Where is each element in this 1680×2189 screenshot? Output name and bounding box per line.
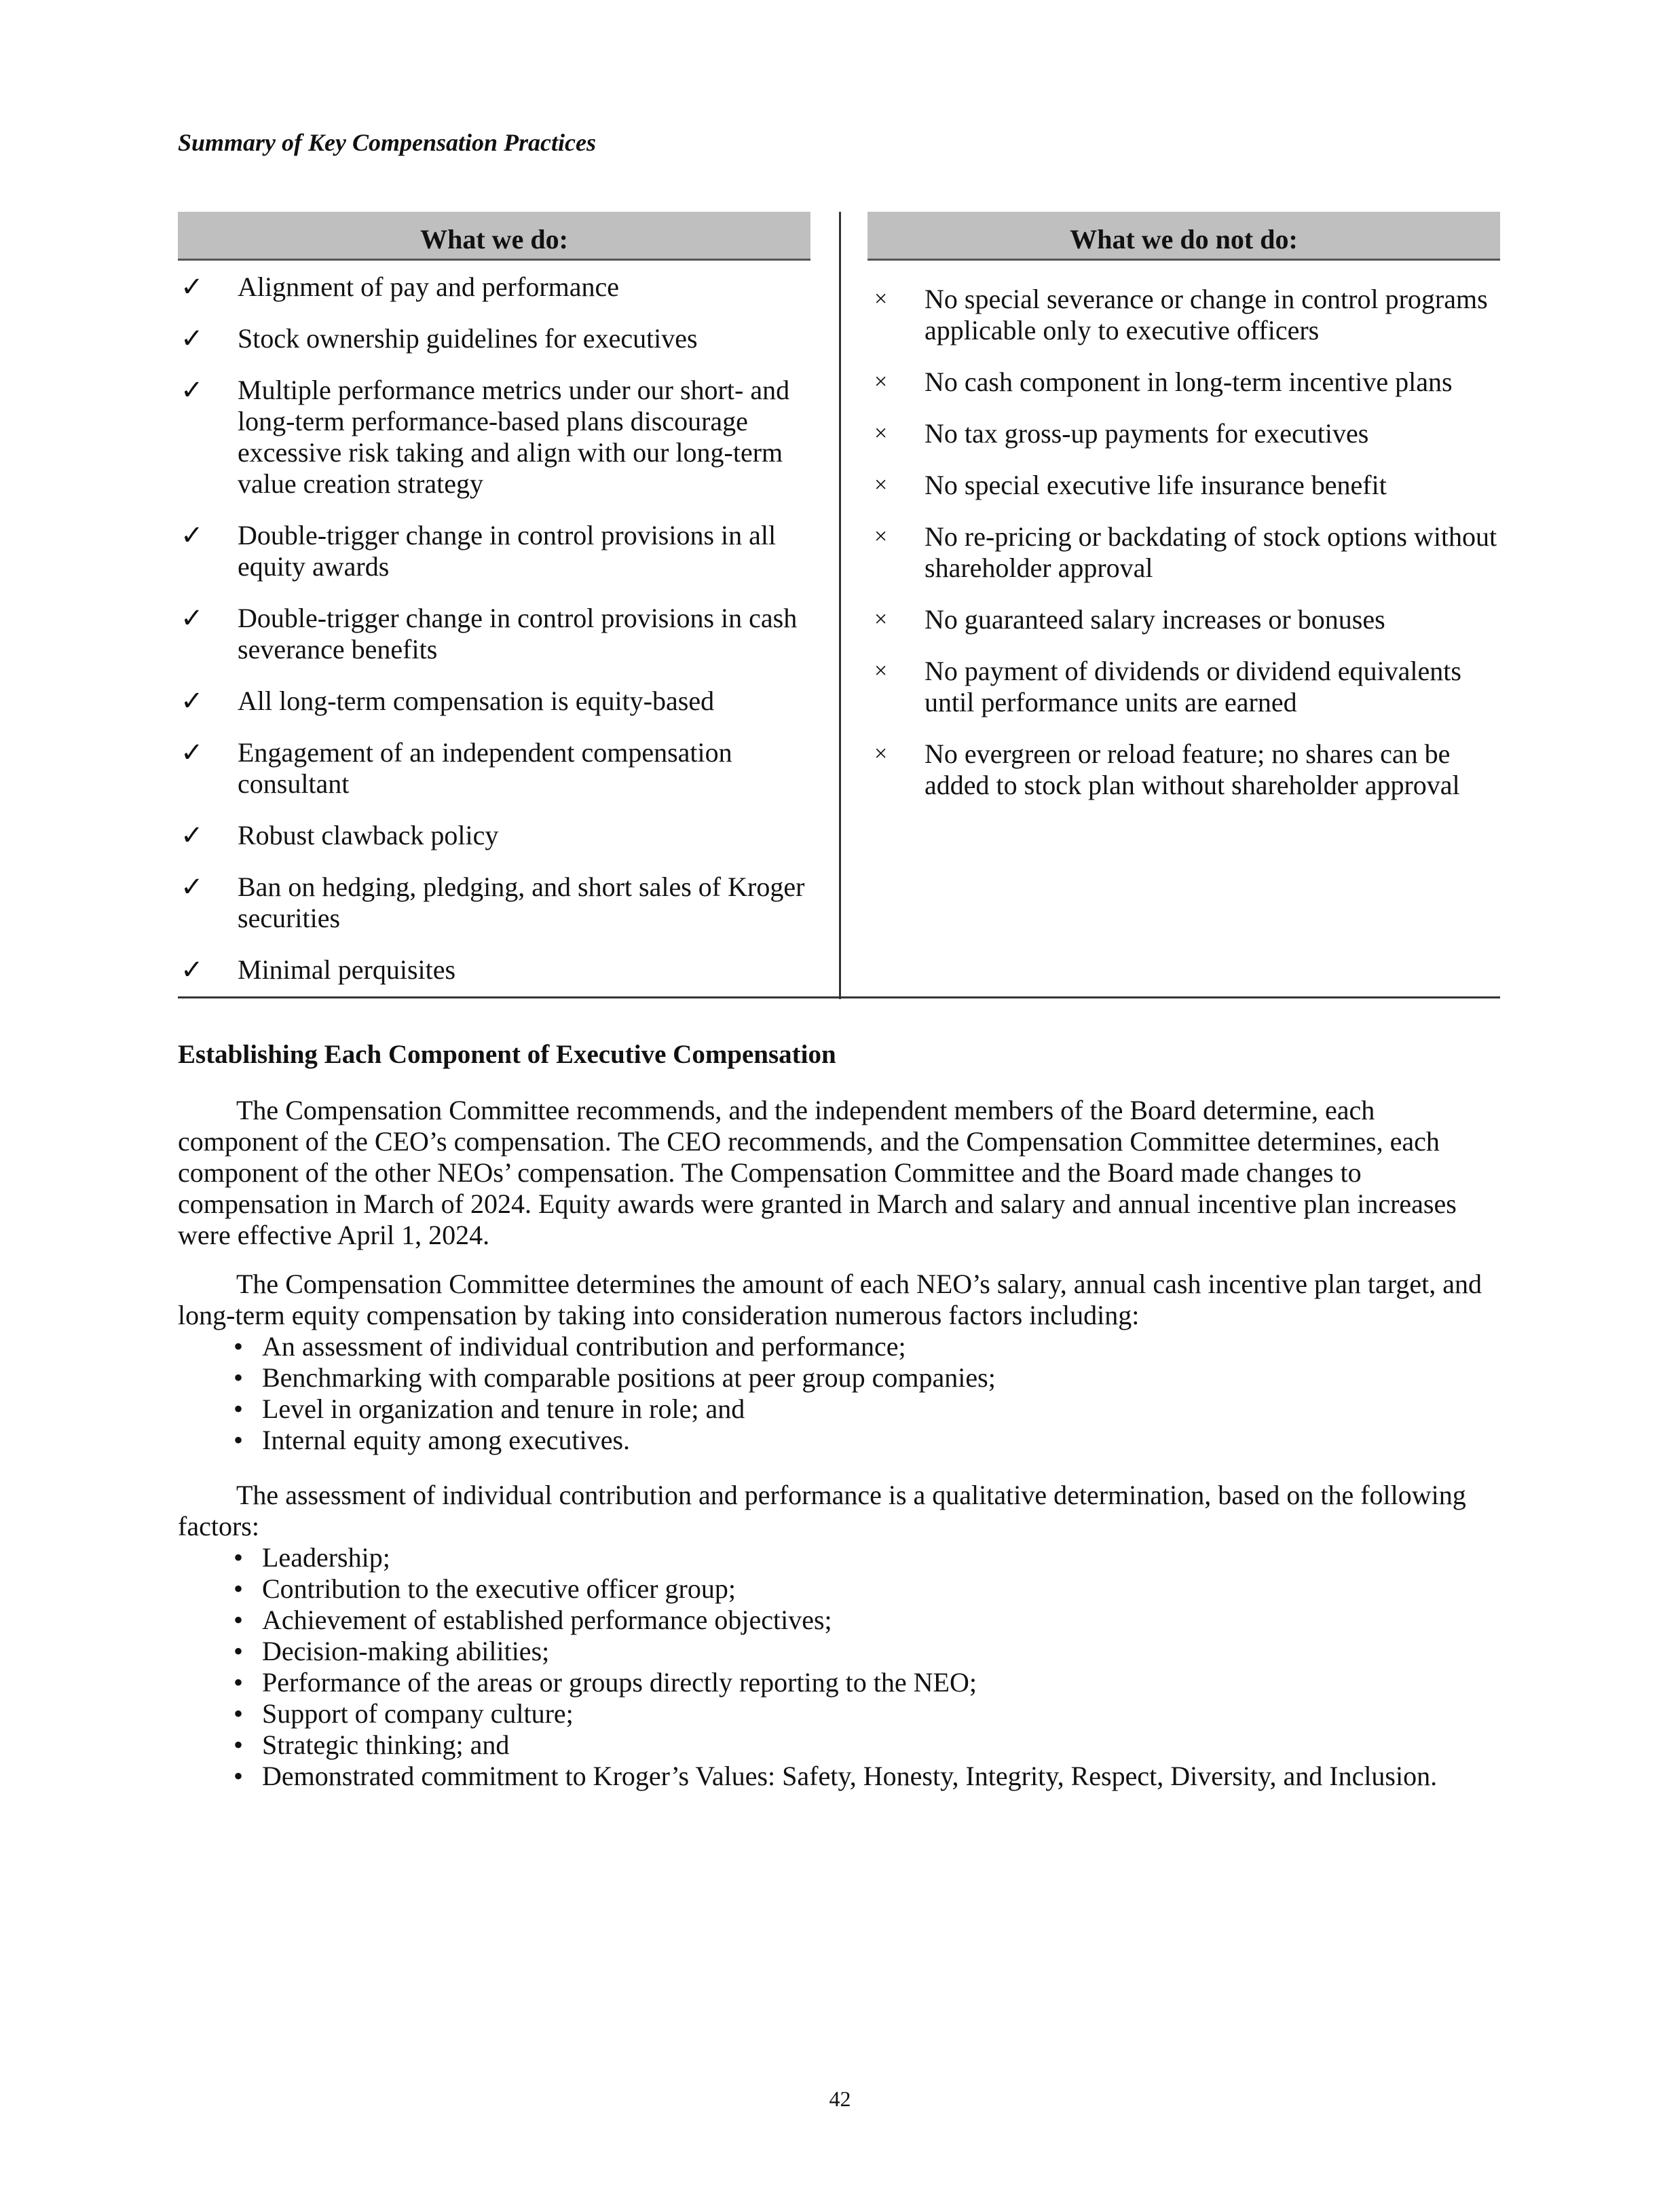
do-item bbox=[178, 520, 809, 582]
assessment-factor-text: Contribution to the executive officer group; bbox=[262, 1573, 736, 1604]
assessment-factor-text: Demonstrated commitment to Kroger’s Values: Safety, Honesty, Integrity, Respect, Diversity, and Inclusion. bbox=[262, 1761, 1438, 1791]
section-heading: Establishing Each Component of Executive Compensation bbox=[178, 1040, 836, 1069]
factors-list bbox=[234, 1331, 1510, 1456]
factor-text: Internal equity among executives. bbox=[262, 1425, 631, 1455]
factor-item bbox=[234, 1331, 1510, 1362]
bullet: • bbox=[234, 1698, 244, 1729]
cross-mark-icon: × bbox=[874, 369, 888, 394]
do-not-item-text: No re-pricing or backdating of stock options without shareholder approval bbox=[925, 521, 1497, 583]
do-item bbox=[178, 603, 809, 665]
assessment-factor-item bbox=[234, 1698, 1510, 1729]
bullet: • bbox=[234, 1729, 244, 1760]
column-divider bbox=[839, 212, 841, 999]
do-not-column-header: What we do not do: bbox=[867, 212, 1500, 261]
check-mark-icon: ✓ bbox=[181, 520, 204, 550]
do-item-text: Multiple performance metrics under our short- and long-term performance-based plans discourage excessive risk taking and align with our long-term value creation strategy bbox=[238, 375, 790, 499]
bullet: • bbox=[234, 1331, 244, 1362]
cross-mark-icon: × bbox=[874, 421, 888, 446]
paragraph-text: The Compensation Committee recommends, and the independent members of the Board determine, each component of the CEO’s compensation. The CEO recommends, and the Compensation Committee determines, each component of the other NEOs’ compensation. The Compensation Committee and the Board made changes to compensation in March of 2024. Equity awards were granted in March and salary and annual incentive plan increases were effective April 1, 2024. bbox=[178, 1095, 1457, 1250]
factor-item bbox=[234, 1393, 1510, 1425]
do-not-item-text: No tax gross-up payments for executives bbox=[925, 418, 1369, 449]
assessment-factor-text: Performance of the areas or groups directly reporting to the NEO; bbox=[262, 1667, 977, 1698]
bullet: • bbox=[234, 1542, 244, 1573]
do-item bbox=[178, 686, 809, 717]
do-item-text: Stock ownership guidelines for executives bbox=[238, 323, 698, 354]
do-not-item bbox=[867, 418, 1500, 449]
paragraph-text: The assessment of individual contribution and performance is a qualitative determination, based on the following factors: bbox=[178, 1480, 1466, 1541]
do-list bbox=[178, 272, 809, 1006]
do-item-text: Minimal perquisites bbox=[238, 954, 456, 985]
assessment-factor-item bbox=[234, 1573, 1510, 1605]
do-item-text: Double-trigger change in control provisions in cash severance benefits bbox=[238, 603, 798, 665]
do-not-item bbox=[867, 656, 1500, 718]
page-number: 42 bbox=[829, 2087, 851, 2111]
factor-text: Level in organization and tenure in role; and bbox=[262, 1393, 745, 1424]
paragraph-text: The Compensation Committee determines the amount of each NEO’s salary, annual cash incentive plan target, and long-term equity compensation by taking into consideration numerous factors including: bbox=[178, 1269, 1482, 1330]
do-not-item-text: No evergreen or reload feature; no shares can be added to stock plan without shareholder approval bbox=[925, 738, 1460, 800]
do-item-text: Ban on hedging, pledging, and short sales of Kroger securities bbox=[238, 872, 805, 933]
assessment-factors-list bbox=[234, 1542, 1510, 1792]
bullet: • bbox=[234, 1393, 244, 1424]
assessment-factor-text: Achievement of established performance objectives; bbox=[262, 1605, 832, 1635]
cross-mark-icon: × bbox=[874, 607, 888, 632]
cross-mark-icon: × bbox=[874, 658, 888, 684]
do-not-item bbox=[867, 367, 1500, 398]
do-not-list bbox=[867, 284, 1500, 821]
do-not-item-text: No special executive life insurance benefit bbox=[925, 470, 1387, 500]
factor-item bbox=[234, 1425, 1510, 1456]
check-mark-icon: ✓ bbox=[181, 323, 204, 354]
assessment-factor-text: Strategic thinking; and bbox=[262, 1729, 510, 1760]
compensation-practices-table bbox=[178, 212, 1500, 999]
paragraph bbox=[178, 1095, 1501, 1251]
do-not-item-text: No cash component in long-term incentive plans bbox=[925, 367, 1453, 397]
paragraph bbox=[178, 1480, 1501, 1542]
do-not-item bbox=[867, 738, 1500, 801]
assessment-factor-item bbox=[234, 1636, 1510, 1667]
bullet: • bbox=[234, 1362, 244, 1393]
cross-mark-icon: × bbox=[874, 472, 888, 498]
do-item bbox=[178, 272, 809, 303]
cross-mark-icon: × bbox=[874, 524, 888, 549]
assessment-factor-item bbox=[234, 1761, 1510, 1792]
assessment-factor-item bbox=[234, 1729, 1510, 1761]
assessment-factor-item bbox=[234, 1542, 1510, 1573]
do-item bbox=[178, 737, 809, 800]
bullet: • bbox=[234, 1605, 244, 1635]
bullet: • bbox=[234, 1573, 244, 1604]
do-item-text: Double-trigger change in control provisions in all equity awards bbox=[238, 520, 777, 582]
check-mark-icon: ✓ bbox=[181, 272, 204, 302]
do-column-header: What we do: bbox=[178, 212, 810, 261]
check-mark-icon: ✓ bbox=[181, 603, 204, 633]
bullet: • bbox=[234, 1761, 244, 1791]
do-item-text: Robust clawback policy bbox=[238, 820, 499, 850]
do-item bbox=[178, 375, 809, 500]
do-item bbox=[178, 820, 809, 851]
factor-text: An assessment of individual contribution and performance; bbox=[262, 1331, 906, 1362]
check-mark-icon: ✓ bbox=[181, 820, 204, 850]
bullet: • bbox=[234, 1667, 244, 1698]
bullet: • bbox=[234, 1636, 244, 1666]
summary-heading: Summary of Key Compensation Practices bbox=[178, 129, 596, 156]
factor-text: Benchmarking with comparable positions at peer group companies; bbox=[262, 1362, 996, 1393]
assessment-factor-item bbox=[234, 1605, 1510, 1636]
cross-mark-icon: × bbox=[874, 286, 888, 312]
do-item-text: All long-term compensation is equity-based bbox=[238, 686, 715, 716]
assessment-factor-text: Leadership; bbox=[262, 1542, 390, 1573]
do-not-item bbox=[867, 604, 1500, 635]
cross-mark-icon: × bbox=[874, 741, 888, 766]
do-not-item bbox=[867, 470, 1500, 501]
do-item-text: Alignment of pay and performance bbox=[238, 272, 620, 302]
do-item bbox=[178, 872, 809, 934]
do-item bbox=[178, 954, 809, 986]
do-item-text: Engagement of an independent compensation consultant bbox=[238, 737, 732, 799]
do-not-item-text: No guaranteed salary increases or bonuses bbox=[925, 604, 1385, 635]
assessment-factor-text: Support of company culture; bbox=[262, 1698, 574, 1729]
assessment-factor-text: Decision-making abilities; bbox=[262, 1636, 550, 1666]
do-item bbox=[178, 323, 809, 354]
check-mark-icon: ✓ bbox=[181, 872, 204, 902]
do-not-item bbox=[867, 284, 1500, 346]
check-mark-icon: ✓ bbox=[181, 686, 204, 716]
paragraph bbox=[178, 1269, 1501, 1331]
do-not-item-text: No special severance or change in control programs applicable only to executive officers bbox=[925, 284, 1488, 345]
do-not-item bbox=[867, 521, 1500, 584]
factor-item bbox=[234, 1362, 1510, 1393]
do-not-item-text: No payment of dividends or dividend equivalents until performance units are earned bbox=[925, 656, 1461, 717]
check-mark-icon: ✓ bbox=[181, 375, 204, 405]
bullet: • bbox=[234, 1425, 244, 1455]
check-mark-icon: ✓ bbox=[181, 954, 204, 985]
check-mark-icon: ✓ bbox=[181, 737, 204, 768]
assessment-factor-item bbox=[234, 1667, 1510, 1698]
